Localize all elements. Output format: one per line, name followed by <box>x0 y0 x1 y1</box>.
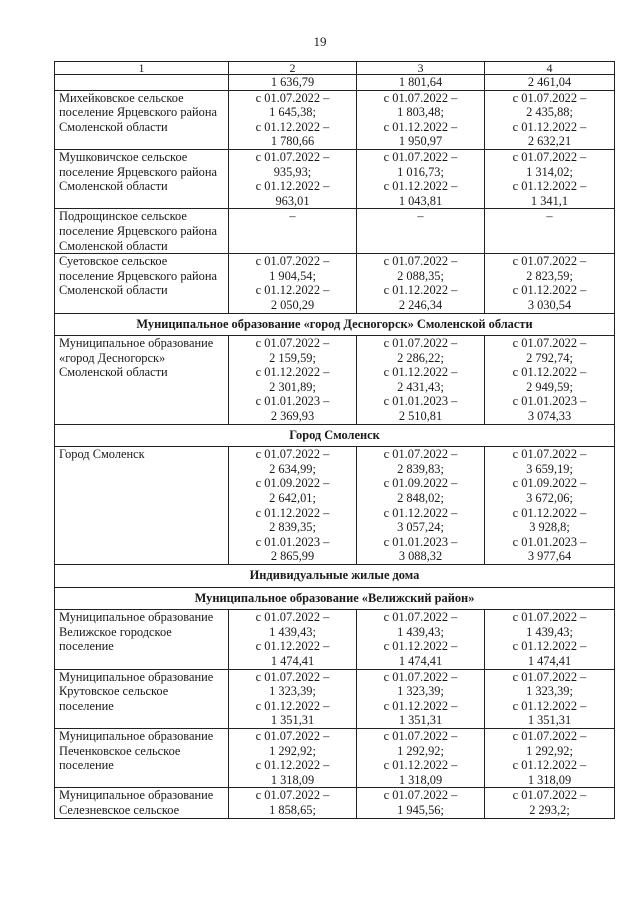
cell-line: 2 510,81 <box>398 409 443 424</box>
cell-line: с 01.07.2022 – <box>383 728 458 743</box>
municipality-name-cell <box>55 90 229 149</box>
cell-line: 935,93; <box>273 164 312 179</box>
cell-line: с 01.12.2022 – <box>383 119 458 134</box>
cell-line: 1 043,81 <box>398 193 443 208</box>
cell-line: 1 323,39; <box>526 684 573 699</box>
cell-line: Суетовское сельское <box>59 254 168 269</box>
cell-line: с 01.01.2023 – <box>255 394 330 409</box>
cell-line: 2 286,22; <box>397 350 444 365</box>
tariff-cell-col3 <box>357 728 485 787</box>
cell-line: 3 030,54 <box>527 297 572 312</box>
tariff-cell-col2 <box>229 788 357 818</box>
cell-line: 1 474,41 <box>527 653 572 668</box>
cell-line: 1 292,92; <box>526 743 573 758</box>
cell-line: с 01.07.2022 – <box>512 447 587 462</box>
cell-line: 2 088,35; <box>397 268 444 283</box>
cell-line: 1 439,43; <box>269 624 316 639</box>
cell-line: с 01.12.2022 – <box>255 179 330 194</box>
cell-line: 2 431,43; <box>397 379 444 394</box>
table-row <box>55 788 615 818</box>
cell-line: с 01.12.2022 – <box>383 365 458 380</box>
tariff-cell-col2 <box>229 254 357 313</box>
cell-line: с 01.07.2022 – <box>255 336 330 351</box>
cell-line: 3 659,19; <box>526 461 573 476</box>
section-header-row <box>55 313 615 336</box>
table-row <box>55 149 615 208</box>
cell-line: с 01.07.2022 – <box>512 90 587 105</box>
cell-line: 1 341,1 <box>530 193 569 208</box>
cell-line: с 01.12.2022 – <box>383 179 458 194</box>
tariff-cell-col2 <box>229 447 357 565</box>
table-row <box>55 209 615 254</box>
cell-line: с 01.12.2022 – <box>383 505 458 520</box>
table-row <box>55 610 615 669</box>
cell-line: 3 977,64 <box>527 549 572 564</box>
cell-line: 1 950,97 <box>398 134 443 149</box>
tariff-cell-col4 <box>485 669 615 728</box>
cell-line: 3 074,33 <box>527 409 572 424</box>
cell-line: с 01.07.2022 – <box>512 149 587 164</box>
cell-line: 3 088,32 <box>398 549 443 564</box>
cell-line: с 01.12.2022 – <box>512 365 587 380</box>
cell-line: с 01.12.2022 – <box>383 639 458 654</box>
tariff-cell-col2 <box>229 336 357 425</box>
cell-line: Селезневское сельское <box>59 802 180 817</box>
cell-line: с 01.07.2022 – <box>383 254 458 269</box>
section-header-row <box>55 565 615 588</box>
section-title: Город Смоленск <box>55 424 615 447</box>
cell-line: с 01.01.2023 – <box>383 394 458 409</box>
cell-line: с 01.12.2022 – <box>512 505 587 520</box>
cell-line: поселение <box>59 758 114 773</box>
municipality-name-cell <box>55 75 229 91</box>
cell-line: с 01.07.2022 – <box>255 728 330 743</box>
cell-line: 1 439,43; <box>397 624 444 639</box>
cell-line: с 01.12.2022 – <box>512 179 587 194</box>
municipality-name-cell <box>55 728 229 787</box>
cell-line: 1 858,65; <box>269 802 316 817</box>
cell-line: поселение <box>59 698 114 713</box>
cell-line: 1 292,92; <box>269 743 316 758</box>
municipality-name-cell <box>55 788 229 818</box>
cell-line: с 01.07.2022 – <box>383 336 458 351</box>
cell-line: поселение <box>59 639 114 654</box>
section-title: Индивидуальные жилые дома <box>55 565 615 588</box>
cell-line: 1 016,73; <box>397 164 444 179</box>
municipality-name-cell <box>55 149 229 208</box>
cell-line: – <box>417 209 424 224</box>
cell-line: 1 318,09 <box>398 772 443 787</box>
cell-line: 1 318,09 <box>270 772 315 787</box>
cell-line: Мушковичское сельское <box>59 149 188 164</box>
tariff-cell-col3 <box>357 149 485 208</box>
cell-line: Смоленской области <box>59 283 168 298</box>
column-header-2: 2 <box>229 62 357 75</box>
municipality-name-cell <box>55 610 229 669</box>
cell-line: поселение Ярцевского района <box>59 105 217 120</box>
cell-line: с 01.12.2022 – <box>255 505 330 520</box>
cell-line: с 01.12.2022 – <box>255 758 330 773</box>
cell-line: Михейковское сельское <box>59 90 184 105</box>
tariff-cell-col3 <box>357 788 485 818</box>
cell-line: Муниципальное образование <box>59 669 214 684</box>
tariff-cell-col3 <box>357 90 485 149</box>
cell-line: 2 865,99 <box>270 549 315 564</box>
tariff-cell-col3 <box>357 254 485 313</box>
cell-line: 2 246,34 <box>398 297 443 312</box>
cell-line: 3 057,24; <box>397 520 444 535</box>
cell-line: с 01.07.2022 – <box>383 669 458 684</box>
tariff-cell-col4 <box>485 447 615 565</box>
tariff-cell-col4 <box>485 336 615 425</box>
tariff-cell-col3 <box>357 610 485 669</box>
tariff-cell-col2 <box>229 149 357 208</box>
cell-line: с 01.12.2022 – <box>255 639 330 654</box>
cell-line: поселение Ярцевского района <box>59 268 217 283</box>
cell-line: с 01.07.2022 – <box>512 788 587 803</box>
table-row <box>55 336 615 425</box>
cell-line: с 01.12.2022 – <box>512 758 587 773</box>
table-row <box>55 728 615 787</box>
cell-line: 2 792,74; <box>526 350 573 365</box>
cell-line: с 01.09.2022 – <box>255 476 330 491</box>
section-header-row <box>55 424 615 447</box>
cell-line: с 01.07.2022 – <box>255 254 330 269</box>
cell-line: – <box>289 209 296 224</box>
cell-line: Муниципальное образование <box>59 610 214 625</box>
cell-line: с 01.07.2022 – <box>255 90 330 105</box>
cell-line: 963,01 <box>275 193 310 208</box>
cell-line: 2 848,02; <box>397 491 444 506</box>
cell-line: 2 293,2; <box>529 802 570 817</box>
cell-line: 2 435,88; <box>526 105 573 120</box>
tariff-cell-col4 <box>485 728 615 787</box>
cell-line: с 01.07.2022 – <box>512 336 587 351</box>
tariff-cell-col4 <box>485 788 615 818</box>
cell-line: Смоленской области <box>59 119 168 134</box>
cell-line: с 01.01.2023 – <box>512 394 587 409</box>
cell-line: 3 672,06; <box>526 491 573 506</box>
cell-line: с 01.12.2022 – <box>512 283 587 298</box>
cell-line: Печенковское сельское <box>59 743 181 758</box>
cell-line: с 01.12.2022 – <box>512 639 587 654</box>
cell-line: с 01.07.2022 – <box>383 90 458 105</box>
cell-line: поселение Ярцевского района <box>59 223 217 238</box>
cell-line: 1 904,54; <box>269 268 316 283</box>
cell-line: 2 949,59; <box>526 379 573 394</box>
tariff-cell-col2 <box>229 90 357 149</box>
tariff-cell-col4 <box>485 209 615 254</box>
cell-line: 1 645,38; <box>269 105 316 120</box>
section-header-row <box>55 587 615 610</box>
table-body <box>55 62 615 819</box>
cell-line: «город Десногорск» <box>59 350 166 365</box>
cell-line: 2 301,89; <box>269 379 316 394</box>
cell-line: 1 323,39; <box>397 684 444 699</box>
cell-line: с 01.07.2022 – <box>512 254 587 269</box>
cell-line: 1 318,09 <box>527 772 572 787</box>
cell-line: 1 439,43; <box>526 624 573 639</box>
cell-line: 1 351,31 <box>527 713 572 728</box>
cell-line: Смоленской области <box>59 365 168 380</box>
cell-line: с 01.12.2022 – <box>512 698 587 713</box>
tariff-cell-col2 <box>229 209 357 254</box>
cell-line: 2 050,29 <box>270 297 315 312</box>
tariff-cell-col4 <box>485 149 615 208</box>
cell-line: 1 292,92; <box>397 743 444 758</box>
cell-line: Смоленской области <box>59 238 168 253</box>
municipality-name-cell <box>55 669 229 728</box>
cell-line: с 01.01.2023 – <box>383 534 458 549</box>
cell-line: с 01.07.2022 – <box>512 610 587 625</box>
tariff-cell-col3 <box>357 669 485 728</box>
cell-line: Муниципальное образование <box>59 336 214 351</box>
section-title: Муниципальное образование «Велижский район» <box>55 587 615 610</box>
cell-line: 1 323,39; <box>269 684 316 699</box>
cell-line: 2 369,93 <box>270 409 315 424</box>
header-row <box>55 62 615 75</box>
cell-line: 2 159,59; <box>269 350 316 365</box>
column-header-1: 1 <box>55 62 229 75</box>
cell-line: 1 801,64 <box>398 75 443 89</box>
cell-line: 3 928,8; <box>529 520 570 535</box>
cell-line: 1 351,31 <box>398 713 443 728</box>
tariff-cell-col3 <box>357 447 485 565</box>
cell-line: с 01.07.2022 – <box>383 149 458 164</box>
tariff-cell-col4 <box>485 75 615 91</box>
cell-line: с 01.12.2022 – <box>512 119 587 134</box>
cell-line: с 01.07.2022 – <box>255 447 330 462</box>
tariff-cell-col2 <box>229 610 357 669</box>
cell-line: 1 474,41 <box>398 653 443 668</box>
table-row <box>55 669 615 728</box>
tariff-cell-col2 <box>229 669 357 728</box>
column-header-3: 3 <box>357 62 485 75</box>
tariff-cell-col4 <box>485 610 615 669</box>
page-number: 19 <box>313 34 327 49</box>
tariff-cell-col2 <box>229 75 357 91</box>
cell-line: 2 839,83; <box>397 461 444 476</box>
table-row <box>55 75 615 91</box>
cell-line: 1 314,02; <box>526 164 573 179</box>
cell-line: с 01.12.2022 – <box>383 698 458 713</box>
cell-line: с 01.01.2023 – <box>255 534 330 549</box>
cell-line: с 01.09.2022 – <box>512 476 587 491</box>
cell-line: 2 642,01; <box>269 491 316 506</box>
municipality-name-cell <box>55 447 229 565</box>
cell-line: с 01.07.2022 – <box>383 788 458 803</box>
cell-line: с 01.07.2022 – <box>255 669 330 684</box>
tariff-cell-col4 <box>485 254 615 313</box>
cell-line: с 01.12.2022 – <box>383 283 458 298</box>
cell-line: Смоленской области <box>59 179 168 194</box>
cell-line: – <box>546 209 553 224</box>
cell-line: с 01.07.2022 – <box>512 728 587 743</box>
tariff-cell-col3 <box>357 75 485 91</box>
cell-line: с 01.12.2022 – <box>255 698 330 713</box>
cell-line: Крутовское сельское <box>59 684 169 699</box>
cell-line: с 01.12.2022 – <box>383 758 458 773</box>
cell-line: 1 351,31 <box>270 713 315 728</box>
cell-line: с 01.07.2022 – <box>383 447 458 462</box>
cell-line: 2 823,59; <box>526 268 573 283</box>
tariff-cell-col3 <box>357 209 485 254</box>
tariff-cell-col3 <box>357 336 485 425</box>
cell-line: с 01.07.2022 – <box>255 610 330 625</box>
cell-line: Город Смоленск <box>59 447 145 462</box>
cell-line: с 01.12.2022 – <box>255 283 330 298</box>
cell-line: 2 634,99; <box>269 461 316 476</box>
cell-line: Подрощинское сельское <box>59 209 187 224</box>
cell-line: 1 780,66 <box>270 134 315 149</box>
municipality-name-cell <box>55 336 229 425</box>
table-row <box>55 447 615 565</box>
column-header-4: 4 <box>485 62 615 75</box>
cell-line: 1 945,56; <box>397 802 444 817</box>
table-row <box>55 254 615 313</box>
cell-line: поселение Ярцевского района <box>59 164 217 179</box>
tariff-cell-col2 <box>229 728 357 787</box>
cell-line: 1 636,79 <box>270 75 315 89</box>
cell-line: Велижское городское <box>59 624 172 639</box>
cell-line: 2 839,35; <box>269 520 316 535</box>
cell-line: с 01.07.2022 – <box>383 610 458 625</box>
table-row <box>55 90 615 149</box>
cell-line: Муниципальное образование <box>59 788 214 803</box>
cell-line: с 01.07.2022 – <box>255 149 330 164</box>
cell-line: 1 474,41 <box>270 653 315 668</box>
tariff-table <box>54 61 615 819</box>
municipality-name-cell <box>55 209 229 254</box>
cell-line: 2 632,21 <box>527 134 572 149</box>
cell-line: с 01.09.2022 – <box>383 476 458 491</box>
cell-line: 2 461,04 <box>527 75 572 89</box>
cell-line: 1 803,48; <box>397 105 444 120</box>
cell-line: Муниципальное образование <box>59 728 214 743</box>
cell-line: с 01.07.2022 – <box>255 788 330 803</box>
cell-line: с 01.12.2022 – <box>255 119 330 134</box>
section-title: Муниципальное образование «город Десногорск» Смоленской области <box>55 313 615 336</box>
cell-line: с 01.01.2023 – <box>512 534 587 549</box>
cell-line: с 01.07.2022 – <box>512 669 587 684</box>
municipality-name-cell <box>55 254 229 313</box>
tariff-cell-col4 <box>485 90 615 149</box>
cell-line: с 01.12.2022 – <box>255 365 330 380</box>
